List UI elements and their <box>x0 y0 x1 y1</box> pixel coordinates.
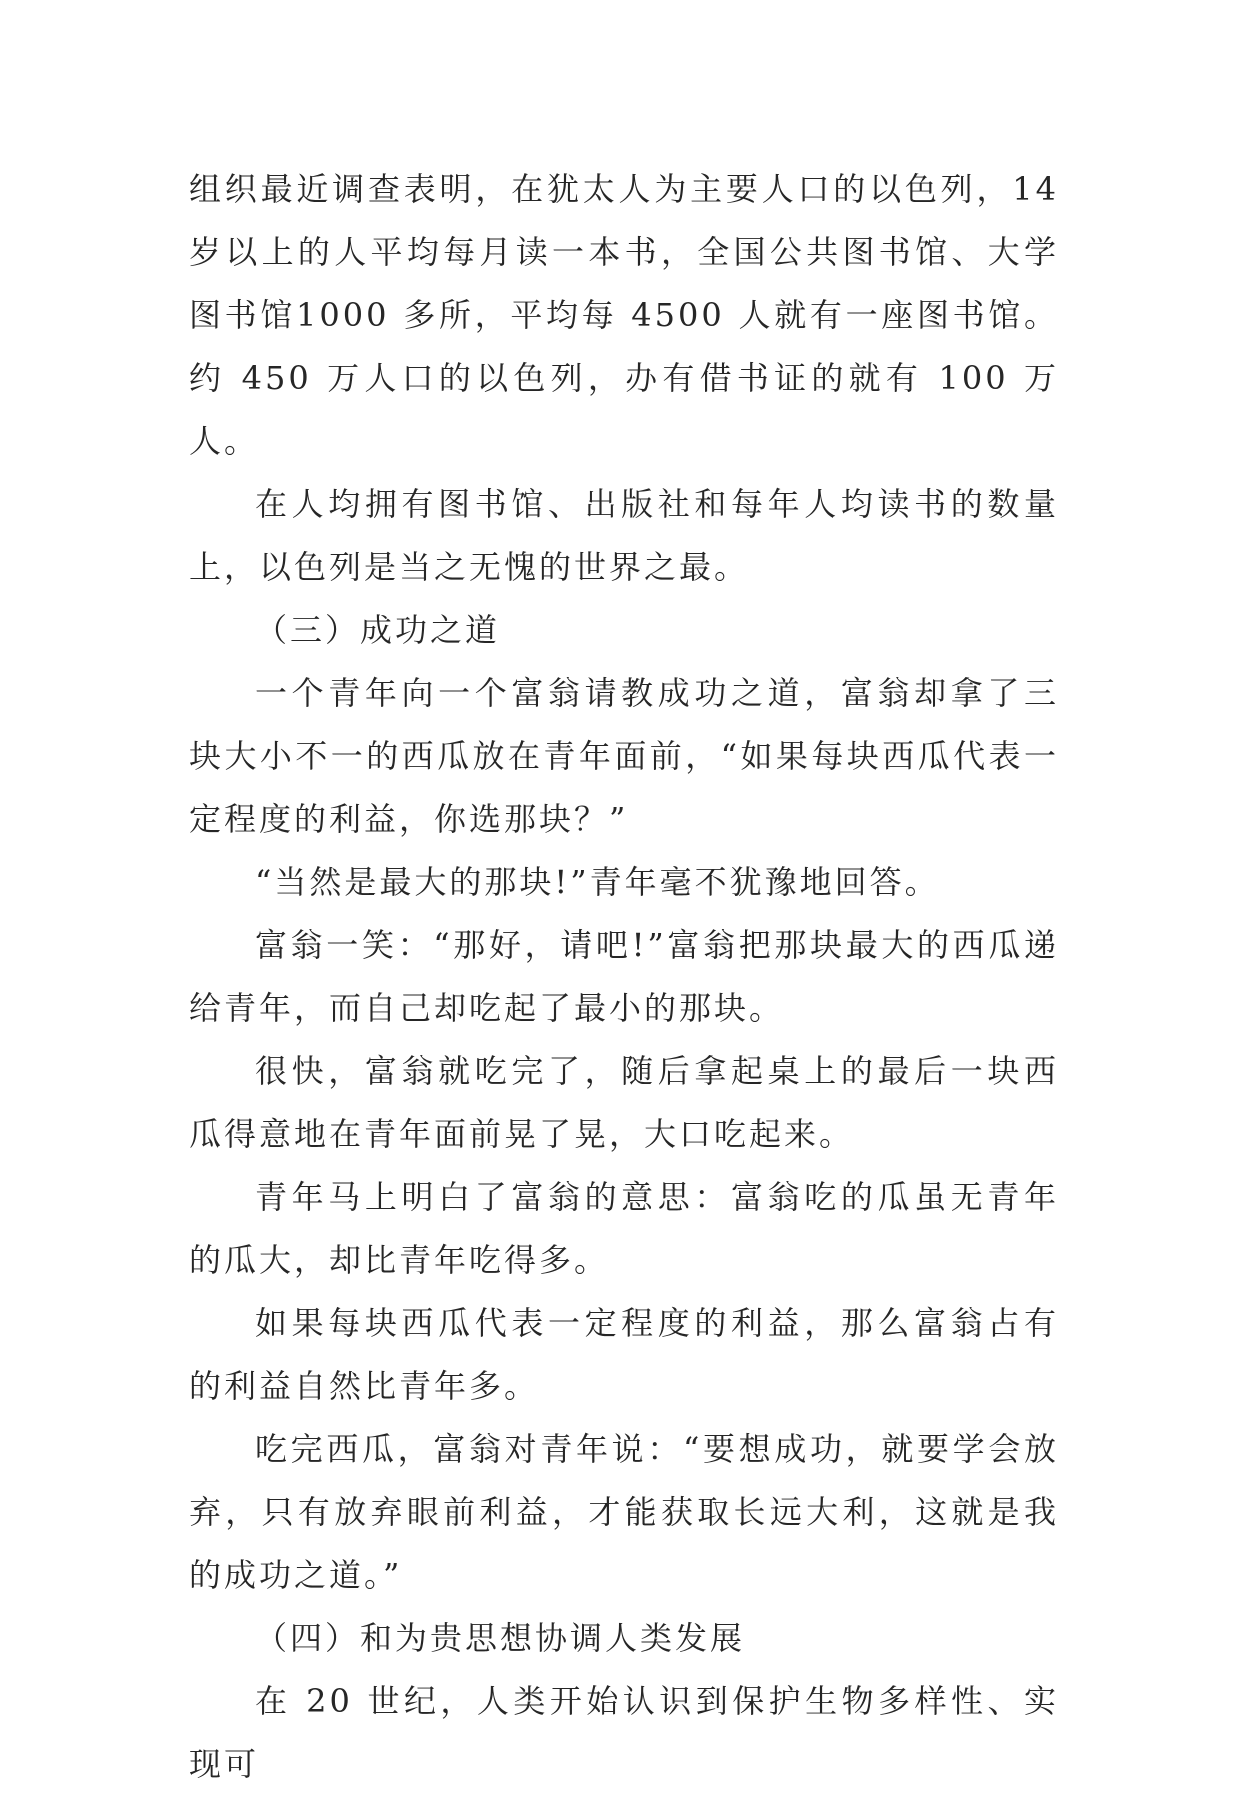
paragraph-benefit-comparison: 如果每块西瓜代表一定程度的利益，那么富翁占有的利益自然比青年多。 <box>189 1304 1059 1405</box>
paragraph-rich-man-smiles: 富翁一笑：“那好，请吧!”富翁把那块最大的西瓜递给青年，而自己却吃起了最小的那块。 <box>189 926 1059 1027</box>
document-page <box>189 158 1059 1796</box>
section-heading-4: （四）和为贵思想协调人类发展 <box>255 1619 746 1657</box>
paragraph-library-statistics: 组织最近调查表明，在犹太人为主要人口的以色列，14 岁以上的人平均每月读一本书，全国公共图书馆、大学图书馆1000 多所，平均每 4500 人就有一座图书馆。约 450 万人口的以色列，办有借书证的就有 100 万人。 <box>189 170 1059 460</box>
paragraph-youth-answer: “当然是最大的那块!”青年毫不犹豫地回答。 <box>255 863 940 901</box>
section-heading-3: （三）成功之道 <box>255 611 501 649</box>
paragraph-youth-understands: 青年马上明白了富翁的意思：富翁吃的瓜虽无青年的瓜大，却比青年吃得多。 <box>189 1178 1059 1279</box>
paragraph-success-lesson: 吃完西瓜，富翁对青年说：“要想成功，就要学会放弃，只有放弃眼前利益，才能获取长远大利，这就是我的成功之道。” <box>189 1430 1059 1594</box>
paragraph-20th-century: 在 20 世纪，人类开始认识到保护生物多样性、实现可 <box>189 1682 1059 1783</box>
paragraph-story-intro: 一个青年向一个富翁请教成功之道，富翁却拿了三块大小不一的西瓜放在青年面前，“如果每块西瓜代表一定程度的利益，你选那块？” <box>189 674 1059 838</box>
paragraph-israel-world-record: 在人均拥有图书馆、出版社和每年人均读书的数量上，以色列是当之无愧的世界之最。 <box>189 485 1059 586</box>
paragraph-rich-man-finishes: 很快，富翁就吃完了，随后拿起桌上的最后一块西瓜得意地在青年面前晃了晃，大口吃起来。 <box>189 1052 1059 1153</box>
